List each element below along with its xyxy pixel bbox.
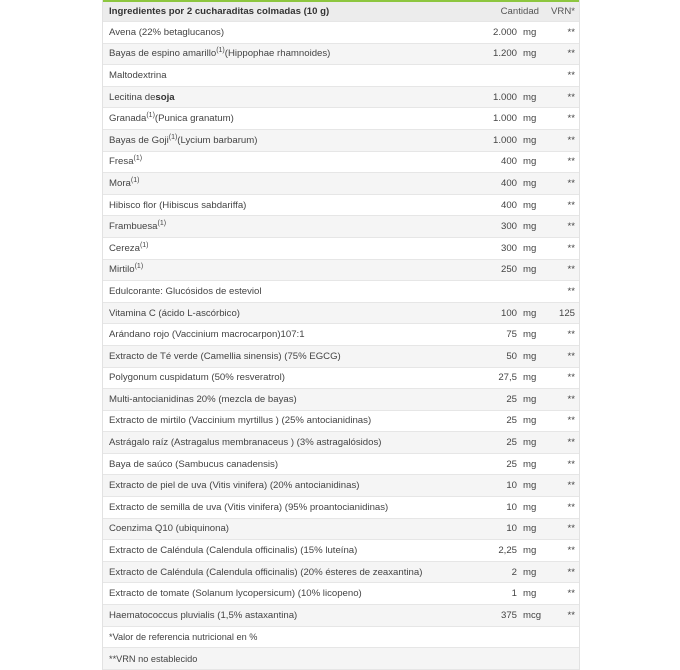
ingredient-amount: 1.000 (492, 113, 517, 125)
ingredient-name (109, 389, 297, 410)
ingredient-name (109, 475, 359, 496)
ingredient-name (109, 605, 297, 626)
ingredient-unit: mg (523, 458, 537, 470)
ingredient-name-text: Avena (22% betaglucanos) (109, 26, 225, 38)
ingredient-vrn: ** (567, 199, 575, 211)
ingredient-vrn: ** (567, 501, 575, 513)
footnotes (103, 627, 579, 670)
table-row (103, 152, 579, 174)
ingredient-vrn: ** (567, 415, 575, 427)
footnote-row (103, 648, 579, 670)
ingredient-amount: 100 (500, 307, 517, 319)
ingredient-unit: mg (523, 48, 537, 60)
table-row (103, 475, 579, 497)
ingredient-name-text: Extracto de piel de uva (Vitis vinifera) (20% antocianidinas) (109, 480, 360, 492)
ingredient-vrn: ** (567, 69, 575, 81)
ingredient-name-text: Lecitina de (109, 91, 156, 103)
ingredient-name (109, 108, 234, 129)
ingredient-amount: 10 (506, 501, 517, 513)
ingredient-vrn: ** (567, 134, 575, 146)
table-row (103, 411, 579, 433)
ingredient-amount: 50 (506, 350, 517, 362)
ingredient-vrn: ** (567, 48, 575, 60)
ingredient-name (109, 44, 330, 65)
footnote-marker: (1) (168, 133, 178, 141)
ingredient-latin-name: (Hippophae rhamnoides) (224, 48, 331, 60)
ingredient-name (109, 497, 388, 518)
ingredient-vrn: ** (567, 372, 575, 384)
ingredient-vrn: 125 (558, 307, 575, 319)
ingredient-unit: mg (523, 221, 537, 233)
ingredient-amount: 27,5 (498, 372, 517, 384)
footnote-marker: (1) (157, 220, 167, 228)
ingredient-name (109, 562, 422, 583)
table-row (103, 130, 579, 152)
ingredient-amount: 2 (511, 566, 517, 578)
ingredient-name (109, 260, 143, 281)
ingredient-vrn: ** (567, 264, 575, 276)
ingredient-vrn: ** (567, 523, 575, 535)
ingredient-name (109, 432, 381, 453)
table-row (103, 540, 579, 562)
ingredient-unit: mg (523, 393, 537, 405)
table-row (103, 368, 579, 390)
ingredient-vrn: ** (567, 177, 575, 189)
table-row (103, 216, 579, 238)
footnote-marker: (1) (139, 241, 149, 249)
table-row (103, 303, 579, 325)
ingredient-name (109, 22, 224, 43)
table-body (103, 22, 579, 627)
ingredient-unit: mg (523, 523, 537, 535)
ingredient-unit: mg (523, 307, 537, 319)
ingredients-header: Ingredientes por 2 cucharaditas colmadas (10 g) (109, 6, 330, 17)
ingredient-name (109, 303, 240, 324)
ingredient-unit: mg (523, 113, 537, 125)
ingredient-vrn: ** (567, 609, 575, 621)
ingredient-latin-name: (Lycium barbarum) (177, 134, 258, 146)
ingredient-name-text: Astrágalo raíz (Astragalus membranaceus ) (3% astragalósidos) (109, 437, 382, 449)
table-row (103, 108, 579, 130)
ingredient-name (109, 173, 139, 194)
footnote-text: *Valor de referencia nutricional en % (109, 631, 258, 642)
ingredient-amount: 400 (500, 177, 517, 189)
table-row (103, 432, 579, 454)
ingredient-amount: 300 (500, 221, 517, 233)
ingredient-name-text: Mirtilo (109, 264, 135, 276)
ingredient-name-text: Edulcorante: Glucósidos de esteviol (109, 285, 262, 297)
table-row (103, 519, 579, 541)
ingredient-name (109, 195, 246, 216)
ingredient-amount: 25 (506, 437, 517, 449)
table-row (103, 195, 579, 217)
ingredient-vrn: ** (567, 545, 575, 557)
ingredient-unit: mg (523, 91, 537, 103)
table-row (103, 44, 579, 66)
ingredient-vrn: ** (567, 91, 575, 103)
ingredient-vrn: ** (567, 285, 575, 297)
ingredient-name (109, 411, 371, 432)
ingredient-amount: 2.000 (492, 26, 517, 38)
ingredient-unit: mg (523, 588, 537, 600)
ingredient-name-text: Arándano rojo (Vaccinium macrocarpon)107:1 (109, 329, 305, 341)
ingredient-name-text: Haematococcus pluvialis (1,5% astaxantina) (109, 609, 298, 621)
ingredient-unit: mg (523, 566, 537, 578)
ingredient-name-text: Extracto de Caléndula (Calendula officinalis) (20% ésteres de zeaxantina) (109, 566, 423, 578)
table-row (103, 324, 579, 346)
ingredient-vrn: ** (567, 566, 575, 578)
ingredient-unit: mg (523, 264, 537, 276)
table-row (103, 87, 579, 109)
ingredient-unit: mg (523, 134, 537, 146)
ingredient-name (109, 238, 149, 259)
ingredient-name-text: Bayas de Goji (109, 134, 169, 146)
ingredient-unit: mg (523, 26, 537, 38)
table-row (103, 22, 579, 44)
ingredient-vrn: ** (567, 393, 575, 405)
ingredient-unit: mg (523, 415, 537, 427)
ingredient-name (109, 65, 167, 86)
ingredient-amount: 400 (500, 199, 517, 211)
ingredient-vrn: ** (567, 588, 575, 600)
footnote-marker: (1) (216, 47, 225, 55)
quantity-header: Cantidad (500, 6, 539, 17)
ingredient-name (109, 152, 142, 173)
ingredient-amount: 25 (506, 393, 517, 405)
ingredient-amount: 10 (506, 523, 517, 535)
ingredient-name-text: Frambuesa (109, 221, 158, 233)
ingredient-name-text: Mora (109, 177, 131, 189)
table-row (103, 389, 579, 411)
table-row (103, 346, 579, 368)
table-row (103, 281, 579, 303)
ingredient-amount: 300 (500, 242, 517, 254)
ingredient-name-text: Fresa (109, 156, 134, 168)
ingredient-unit: mg (523, 480, 537, 492)
table-row (103, 605, 579, 627)
ingredient-unit: mg (523, 437, 537, 449)
ingredient-amount: 375 (500, 609, 517, 621)
ingredient-name (109, 519, 229, 540)
ingredient-amount: 1.200 (492, 48, 517, 60)
table-row (103, 65, 579, 87)
ingredient-name (109, 281, 262, 302)
ingredient-amount: 1.000 (492, 134, 517, 146)
table-header (103, 2, 579, 22)
ingredient-amount: 250 (500, 264, 517, 276)
ingredient-amount: 2,25 (498, 545, 517, 557)
ingredient-name-text: Extracto de semilla de uva (Vitis vinifera) (95% proantocianidinas) (109, 501, 389, 513)
ingredient-unit: mg (523, 177, 537, 189)
ingredient-name-bold: soja (155, 91, 175, 103)
ingredient-name (109, 454, 278, 475)
ingredient-vrn: ** (567, 350, 575, 362)
ingredient-vrn: ** (567, 242, 575, 254)
ingredient-vrn: ** (567, 26, 575, 38)
ingredient-unit: mg (523, 242, 537, 254)
ingredient-unit: mg (523, 545, 537, 557)
footnote-marker: (1) (134, 263, 144, 271)
ingredient-vrn: ** (567, 113, 575, 125)
table-row (103, 238, 579, 260)
ingredient-name-text: Granada (109, 113, 147, 125)
ingredient-vrn: ** (567, 458, 575, 470)
ingredient-name (109, 583, 362, 604)
table-row (103, 583, 579, 605)
ingredient-vrn: ** (567, 437, 575, 449)
ingredient-name-text: Extracto de Caléndula (Calendula officinalis) (15% luteína) (109, 545, 358, 557)
ingredient-name-text: Hibisco flor (Hibiscus sabdariffa) (109, 199, 247, 211)
table-row (103, 173, 579, 195)
table-row (103, 454, 579, 476)
footnote-text: **VRN no establecido (109, 653, 198, 664)
table-row (103, 562, 579, 584)
nutrition-table (102, 0, 580, 670)
ingredient-name-text: Multi-antocianidinas 20% (mezcla de bayas) (109, 393, 297, 405)
ingredient-vrn: ** (567, 156, 575, 168)
ingredient-name-text: Extracto de Té verde (Camellia sinensis) (75% EGCG) (109, 350, 341, 362)
footnote-marker: (1) (133, 155, 143, 163)
ingredient-name (109, 368, 285, 389)
ingredient-name-text: Extracto de tomate (Solanum lycopersicum) (10% licopeno) (109, 588, 362, 600)
ingredient-latin-name: (Punica granatum) (154, 113, 234, 125)
ingredient-unit: mcg (523, 609, 542, 621)
ingredient-vrn: ** (567, 329, 575, 341)
ingredient-unit: mg (523, 372, 537, 384)
ingredient-name-text: Coenzima Q10 (ubiquinona) (109, 523, 229, 535)
ingredient-name-text: Maltodextrina (109, 69, 167, 81)
ingredient-name-text: Polygonum cuspidatum (50% resveratrol) (109, 372, 285, 384)
ingredient-name (109, 346, 341, 367)
ingredient-name-text: Extracto de mirtilo (Vaccinium myrtillus ) (25% antocianidinas) (109, 415, 372, 427)
vrn-header: VRN* (551, 6, 575, 17)
table-row (103, 260, 579, 282)
footnote-row (103, 627, 579, 649)
ingredient-amount: 1.000 (492, 91, 517, 103)
ingredient-unit: mg (523, 199, 537, 211)
ingredient-amount: 25 (506, 458, 517, 470)
ingredient-name-text: Cereza (109, 242, 140, 254)
ingredient-vrn: ** (567, 221, 575, 233)
footnote-marker: (1) (146, 112, 155, 120)
ingredient-amount: 10 (506, 480, 517, 492)
ingredient-unit: mg (523, 156, 537, 168)
ingredient-amount: 400 (500, 156, 517, 168)
ingredient-name-text: Vitamina C (ácido L-ascórbico) (109, 307, 240, 319)
ingredient-name (109, 324, 305, 345)
footnote-marker: (1) (130, 176, 140, 184)
ingredient-unit: mg (523, 501, 537, 513)
ingredient-name (109, 130, 257, 151)
ingredient-amount: 25 (506, 415, 517, 427)
ingredient-unit: mg (523, 350, 537, 362)
ingredient-amount: 75 (506, 329, 517, 341)
ingredient-name (109, 216, 166, 237)
ingredient-amount: 1 (511, 588, 517, 600)
ingredient-name (109, 87, 175, 108)
ingredient-unit: mg (523, 329, 537, 341)
ingredient-vrn: ** (567, 480, 575, 492)
ingredient-name-text: Baya de saúco (Sambucus canadensis) (109, 458, 279, 470)
table-row (103, 497, 579, 519)
ingredient-name (109, 540, 357, 561)
ingredient-name-text: Bayas de espino amarillo (109, 48, 217, 60)
